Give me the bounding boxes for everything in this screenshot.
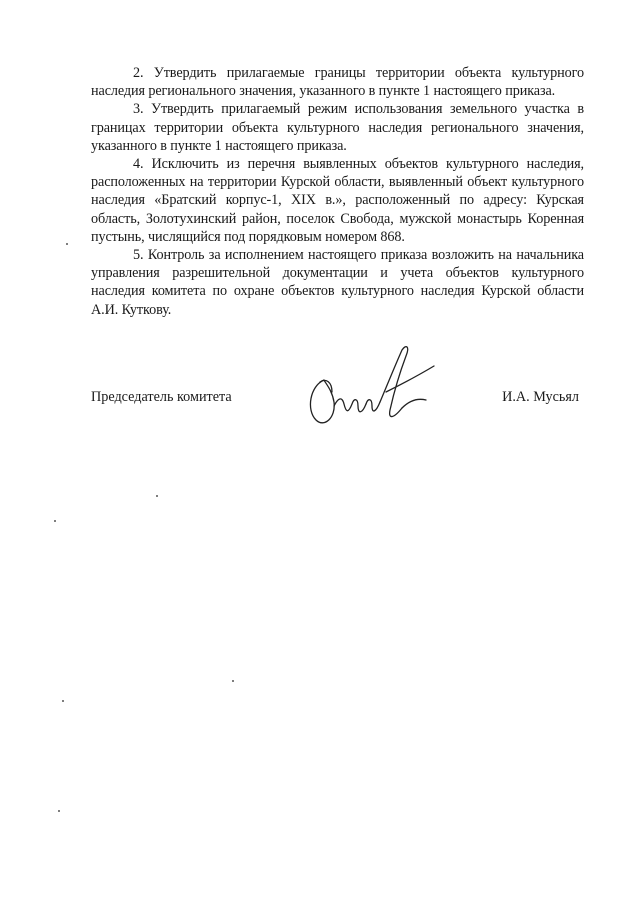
signatory-name: И.А. Мусьял [502, 389, 579, 405]
paragraph-item-3: 3. Утвердить прилагаемый режим использования земельного участка в границах территории объекта культурного наследия регионального значения, указанного в пункте 1 настоящего приказа. [91, 101, 584, 154]
signature-block [91, 388, 584, 412]
scan-speck [156, 495, 158, 497]
scan-speck [232, 680, 234, 682]
scan-speck [66, 243, 68, 245]
scan-speck [58, 810, 60, 812]
scan-speck [62, 700, 64, 702]
paragraph-item-5: 5. Контроль за исполнением настоящего приказа возложить на начальника управления разрешительной документации и учета объектов культурного наследия комитета по охране объектов культурного наследия Курской области А.И. Куткову. [91, 247, 584, 318]
signatory-title: Председатель комитета [91, 389, 232, 405]
order-body [91, 64, 584, 319]
paragraph-item-4: 4. Исключить из перечня выявленных объектов культурного наследия, расположенных на территории Курской области, выявленный объект культурного наследия «Братский корпус-1, XIX в.», расположенный по адресу: Курская область, Золотухинский район, поселок Свобода, мужской монастырь Коренная пустынь, числящийся под порядковым номером 868. [91, 156, 584, 245]
paragraph-item-2: 2. Утвердить прилагаемые границы территории объекта культурного наследия регионального значения, указанного в пункте 1 настоящего приказа. [91, 65, 584, 100]
scan-speck [54, 520, 56, 522]
